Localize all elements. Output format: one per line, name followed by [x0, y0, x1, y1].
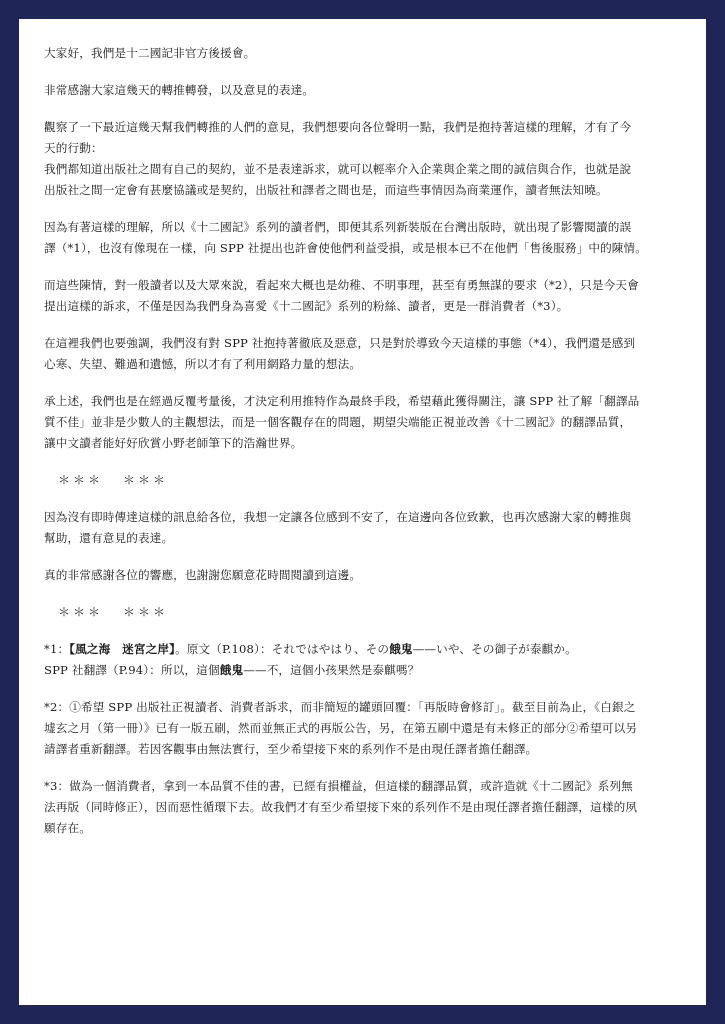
book-title: 【風之海 迷宮之岸】: [69, 642, 176, 656]
paragraph: [44, 333, 684, 375]
footnote-text: 。原文（P.108）：それではやはり、その: [175, 642, 390, 656]
highlighted-word: 餓鬼: [389, 642, 413, 656]
divider-stars: ＊＊＊: [123, 473, 169, 487]
text-line: 因為沒有即時傳達這樣的訊息給各位，我想一定讓各位感到不安了，在這邊向各位致歉，也再次感謝大家的轉推與: [44, 510, 632, 524]
divider-stars: ＊＊＊: [123, 605, 169, 619]
footnote-line: [44, 660, 684, 681]
footnote: [44, 776, 684, 839]
text-line: 天的行動：: [44, 141, 103, 155]
text-line: 因為有著這樣的理解，所以《十二國記》系列的讀者們，即便其系列新裝版在台灣出版時，就出現了影響閱讀的誤: [44, 220, 632, 234]
paragraph: [44, 565, 684, 586]
section-divider: [58, 470, 684, 491]
text-line: 譯（*1），也沒有像現在一樣，向 SPP 社提出也許會使他們利益受損，或是根本已不在他們「售後服務」中的陳情。: [44, 241, 648, 255]
text-line: 提出這樣的訴求，不僅是因為我們身為喜愛《十二國記》系列的粉絲、讀者，更是一群消費者（*3）。: [44, 299, 569, 313]
paragraph: [44, 217, 684, 259]
statement-body: [44, 43, 684, 454]
paragraph: [44, 275, 684, 317]
text-line: 請譯者重新翻譯。若因客觀事由無法實行，至少希望接下來的系列作不是由現任譯者擔任翻譯。: [44, 742, 538, 756]
document-page: [19, 19, 706, 1005]
text-line: 讓中文讀者能好好欣賞小野老師筆下的浩瀚世界。: [44, 436, 303, 450]
text-line: 觀察了一下最近這幾天幫我們轉推的人們的意見，我們想要向各位聲明一點，我們是抱持著這樣的理解，才有了今: [44, 120, 632, 134]
closing-body: [44, 507, 684, 586]
text-line: 質不佳」並非是少數人的主觀想法，而是一個客觀存在的問題，期望尖端能正視並改善《十二國記》的翻譯品質，: [44, 415, 632, 429]
paragraph: [44, 507, 684, 549]
footnote-marker: *1：: [44, 642, 70, 656]
text-line: 出版社之間一定會有甚麼協議或是契約，出版社和譯者之間也是，而這些事情因為商業運作，讀者無法知曉。: [44, 183, 608, 197]
footnote-text: SPP 社翻譯（P.94）：所以，這個: [44, 663, 220, 677]
section-divider: [58, 602, 684, 623]
divider-stars: ＊＊＊: [58, 473, 104, 487]
divider-stars: ＊＊＊: [58, 605, 104, 619]
paragraph: [44, 391, 684, 454]
text-line: 在這裡我們也要強調，我們沒有對 SPP 社抱持著徹底及惡意，只是對於導致今天這樣的事態（*4），我們還是感到: [44, 336, 636, 350]
text-line: 而這些陳情，對一般讀者以及大眾來說，看起來大概也是幼稚、不明事理，甚至有勇無謀的要求（*2），只是今天會: [44, 278, 639, 292]
text-line: 幫助，還有意見的表達。: [44, 531, 174, 545]
footnote-line: [44, 639, 684, 660]
text-line: *3：做為一個消費者，拿到一本品質不佳的書，已經有損權益，但這樣的翻譯品質，或許造就《十二國記》系列無: [44, 779, 633, 793]
text-line: 大家好，我們是十二國記非官方後援會。: [44, 46, 256, 60]
text-line: 承上述，我們也是在經過反覆考量後，才決定利用推特作為最終手段，希望藉此獲得關注，讓 SPP 社了解「翻譯品: [44, 394, 640, 408]
text-line: 墟玄之月（第一冊）》已有一版五刷，然而並無正式的再版公告，另，在第五刷中還是有未修正的部分②希望可以另: [44, 721, 638, 735]
text-line: 法再版（同時修正），因而惡性循環下去。故我們才有至少希望接下來的系列作不是由現任譯者擔任翻譯，這樣的夙: [44, 800, 638, 814]
highlighted-word: 餓鬼: [219, 663, 244, 677]
footnote-text: ——いや、その御子が泰麒か。: [412, 642, 577, 656]
paragraph: [44, 43, 684, 64]
text-line: 我們都知道出版社之間有自己的契約，並不是表達訴求，就可以輕率介入企業與企業之間的誠信與合作，也就是說: [44, 162, 632, 176]
text-line: 心寒、失望、難過和遺憾，所以才有了利用網路力量的想法。: [44, 357, 362, 371]
footnotes: [44, 697, 684, 839]
paragraph: [44, 80, 684, 101]
paragraph: [44, 117, 684, 201]
text-line: *2：①希望 SPP 出版社正視讀者、消費者訴求，而非簡短的罐頭回覆：「再版時會修訂」。截至目前為止，《白銀之: [44, 700, 636, 714]
footnote-1: [44, 639, 684, 681]
footnote-text: ——不，這個小孩果然是泰麒嗎？: [243, 663, 420, 677]
text-line: 真的非常感謝各位的響應，也謝謝您願意花時間閱讀到這邊。: [44, 568, 362, 582]
text-line: 願存在。: [44, 821, 91, 835]
text-line: 非常感謝大家這幾天的轉推轉發，以及意見的表達。: [44, 83, 315, 97]
footnote: [44, 697, 684, 760]
